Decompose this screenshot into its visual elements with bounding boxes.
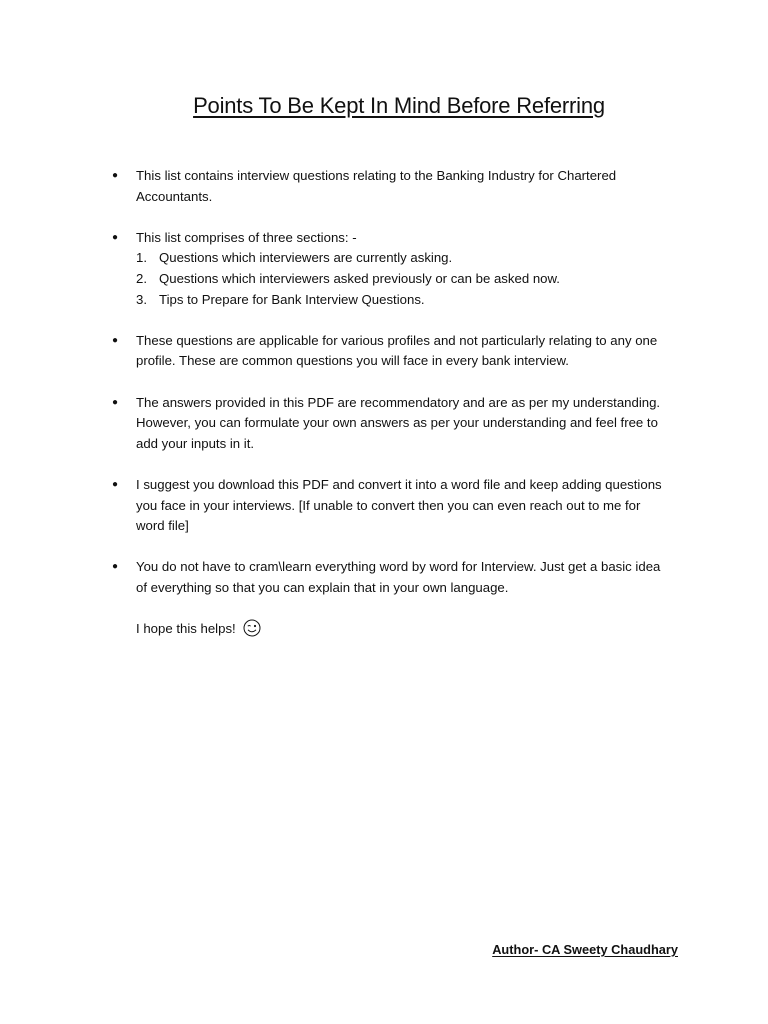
bullet-item [112,393,672,455]
bullet-item [112,166,672,207]
section-item [136,248,672,269]
author-credit: Author- CA Sweety Chaudhary [492,942,678,957]
section-number: 3. [136,291,147,307]
bullet-item [112,557,672,598]
bullet-dot: ● [112,478,119,490]
section-number: 1. [136,250,147,266]
winking-face-icon [243,619,261,644]
bullet-text: These questions are applicable for various profiles and not particularly relating to any one profile. These are common questions you will face in every bank interview. [136,332,658,369]
page-title: Points To Be Kept In Mind Before Referring [193,93,605,118]
closing-line [112,619,672,644]
bullet-text: This list contains interview questions relating to the Banking Industry for Chartered Accountants. [136,168,617,204]
bullet-text: You do not have to cram\learn everything word by word for Interview. Just get a basic idea of everything so that you can explain that in your own language. [136,559,661,595]
bullet-item [112,228,672,310]
sections-list [136,248,672,310]
closing-text: I hope this helps! [136,621,236,637]
bullet-dot: ● [112,170,119,181]
bullet-text: I suggest you download this PDF and convert it into a word file and keep adding questions you face in your interviews. [If unable to convert then you can even reach out to me for word file] [136,476,662,534]
bullet-text: The answers provided in this PDF are recommendatory and are as per my understanding. However, you can formulate your own answers as per your understanding and feel free to add your inputs in it. [136,394,661,451]
section-text: Tips to Prepare for Bank Interview Questions. [159,291,425,307]
section-text: Questions which interviewers are currently asking. [159,250,453,266]
bullet-item [112,475,672,537]
bullet-dot: ● [112,231,119,243]
bullet-dot: ● [112,334,119,346]
bullet-item [112,331,672,372]
bullet-dot: ● [112,396,119,408]
bullet-text: This list comprises of three sections: - [136,229,357,245]
section-item [136,290,672,311]
section-item [136,269,672,290]
section-text: Questions which interviewers asked previously or can be asked now. [159,270,560,286]
bullet-dot: ● [112,561,119,573]
section-number: 2. [136,270,147,286]
document-body [112,166,672,644]
